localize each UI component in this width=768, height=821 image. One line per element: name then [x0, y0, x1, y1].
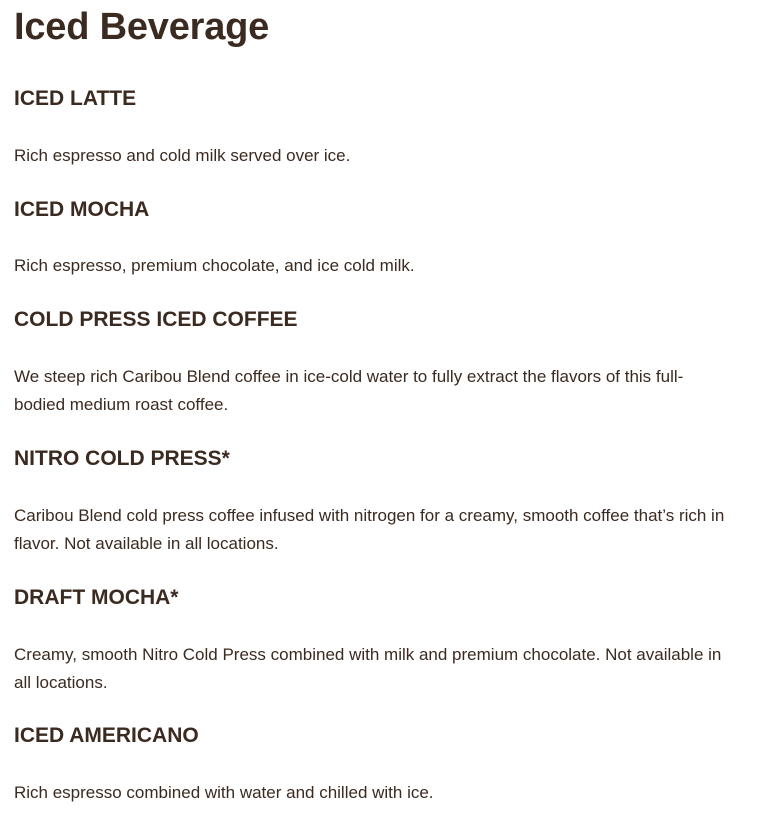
item-name: ICED LATTE — [14, 87, 137, 110]
item-name: ICED AMERICANO — [14, 724, 199, 747]
item-name: NITRO COLD PRESS* — [14, 447, 230, 470]
item-name: DRAFT MOCHA* — [14, 586, 179, 609]
item-description: Creamy, smooth Nitro Cold Press combined with milk and premium chocolate. Not available in all locations. — [14, 645, 722, 692]
menu-item-iced-mocha — [14, 197, 734, 275]
item-name: COLD PRESS ICED COFFEE — [14, 308, 298, 331]
item-description: We steep rich Caribou Blend coffee in ice-cold water to fully extract the flavors of this full-bodied medium roast coffee. — [14, 367, 684, 414]
menu-item-iced-americano — [14, 723, 734, 802]
menu-item-draft-mocha — [14, 585, 734, 692]
item-description: Rich espresso combined with water and chilled with ice. — [14, 783, 434, 802]
menu-item-cold-press-iced-coffee — [14, 307, 734, 414]
menu-item-nitro-cold-press — [14, 446, 734, 553]
item-description: Rich espresso, premium chocolate, and ice cold milk. — [14, 256, 415, 275]
item-name: ICED MOCHA — [14, 198, 150, 221]
menu-item-iced-latte — [14, 86, 734, 165]
item-description: Rich espresso and cold milk served over ice. — [14, 146, 351, 165]
item-description: Caribou Blend cold press coffee infused with nitrogen for a creamy, smooth coffee that’s rich in flavor. Not available in all locations. — [14, 506, 725, 553]
page-title: Iced Beverage — [14, 6, 270, 48]
